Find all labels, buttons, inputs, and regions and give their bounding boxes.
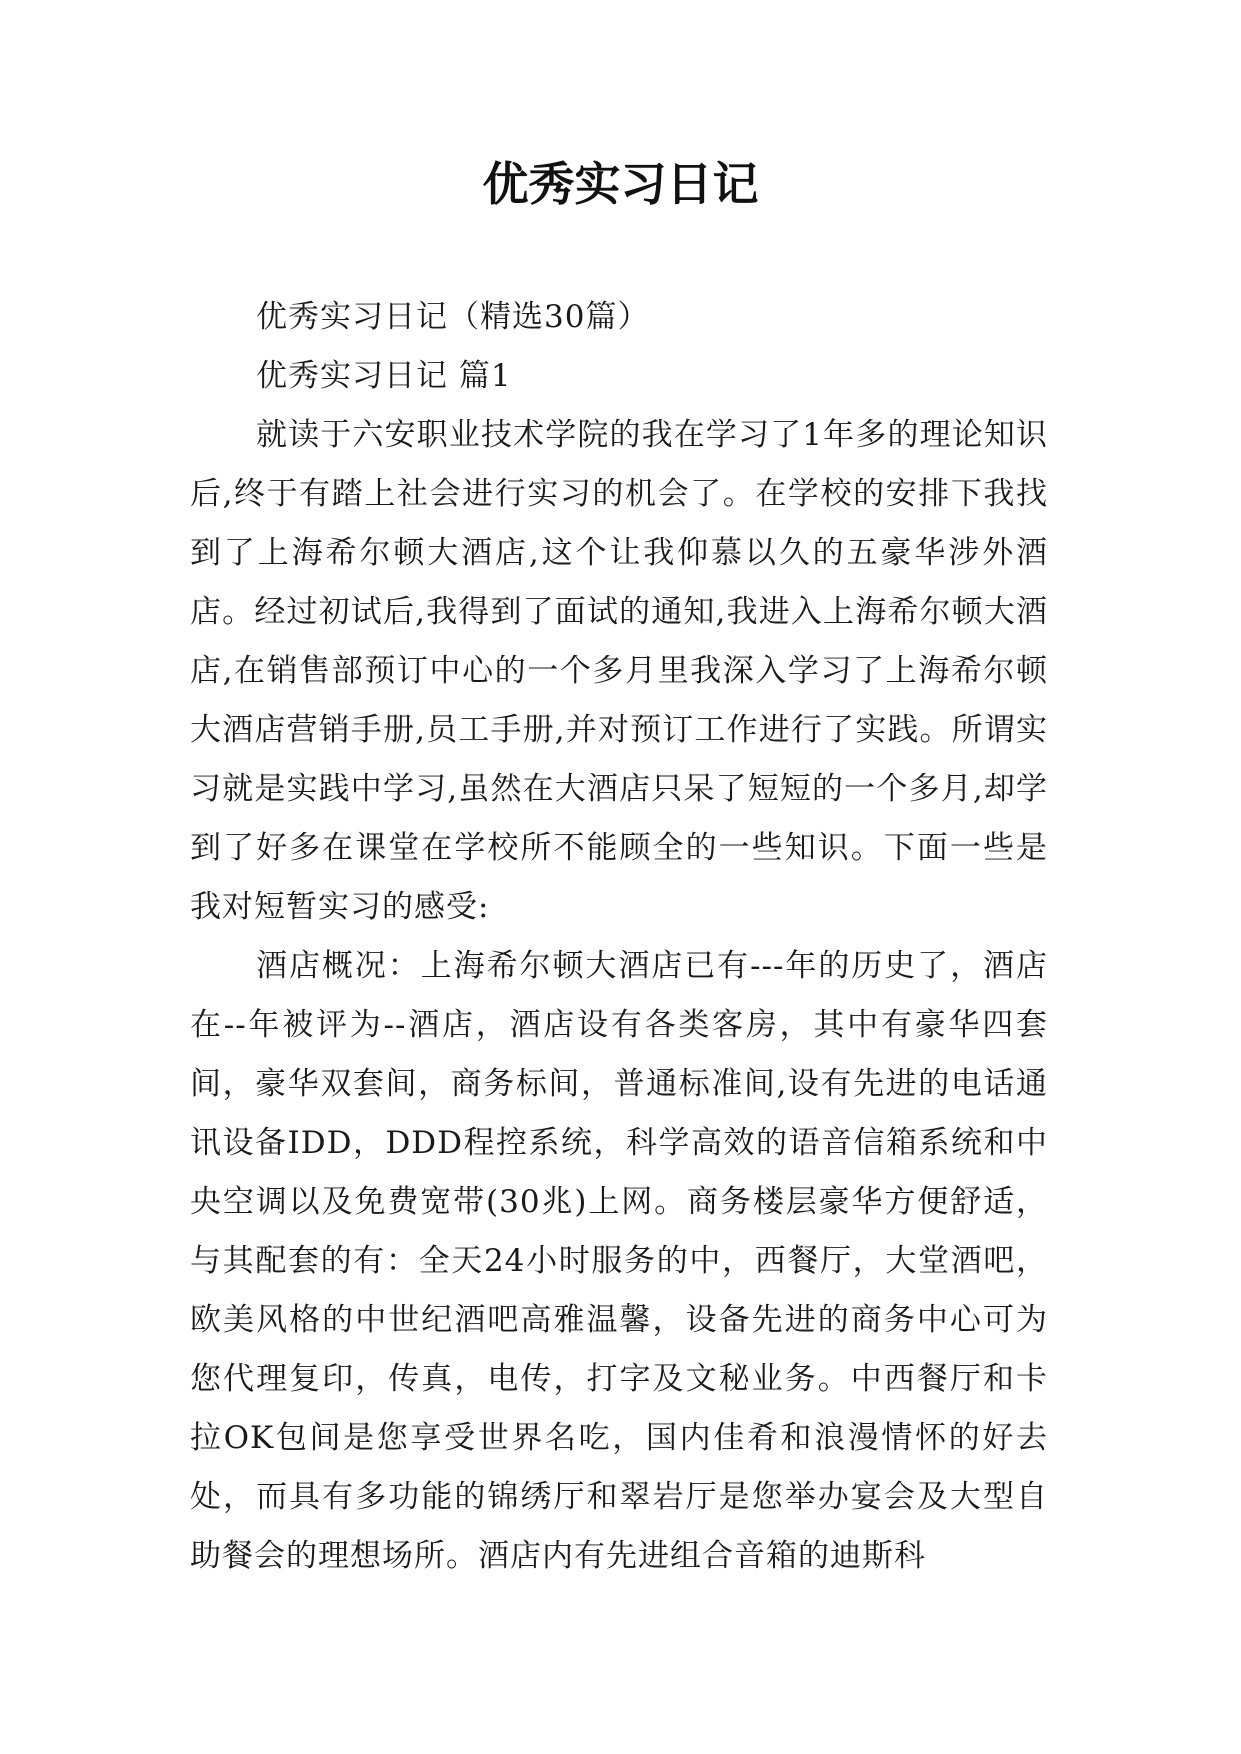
document-title: 优秀实习日记 — [482, 157, 759, 211]
body-paragraph: 就读于六安职业技术学院的我在学习了1年多的理论知识后,终于有踏上社会进行实习的机会了。在学校的安排下我找到了上海希尔顿大酒店,这个让我仰慕以久的五豪华涉外酒店。经过初试后,我得到了面试的通知,我进入上海希尔顿大酒店,在销售部预订中心的一个多月里我深入学习了上海希尔顿大酒店营销手册,员工手册,并对预订工作进行了实践。所谓实习就是实践中学习,虽然在大酒店只呆了短短的一个多月,却学到了好多在课堂在学校所不能顾全的一些知识。下面一些是我对短暂实习的感受: — [190, 417, 1048, 925]
document-subtitle: 优秀实习日记（精选30篇） — [256, 299, 650, 335]
body-paragraph: 酒店概况：上海希尔顿大酒店已有---年的历史了，酒店在--年被评为--酒店，酒店设有各类客房，其中有豪华四套间，豪华双套间，商务标间，普通标准间,设有先进的电话通讯设备IDD，DDD程控系统，科学高效的语音信箱系统和中央空调以及免费宽带(30兆)上网。商务楼层豪华方便舒适，与其配套的有：全天24小时服务的中，西餐厅，大堂酒吧，欧美风格的中世纪酒吧高雅温馨，设备先进的商务中心可为您代理复印，传真，电传，打字及文秘业务。中西餐厅和卡拉OK包间是您享受世界名吃，国内佳肴和浪漫情怀的好去处，而具有多功能的锦绣厅和翠岩厅是您举办宴会及大型自助餐会的理想场所。酒店内有先进组合音箱的迪斯科 — [190, 948, 1048, 1574]
document-body — [190, 288, 1048, 1586]
section-heading: 优秀实习日记 篇1 — [256, 358, 512, 394]
